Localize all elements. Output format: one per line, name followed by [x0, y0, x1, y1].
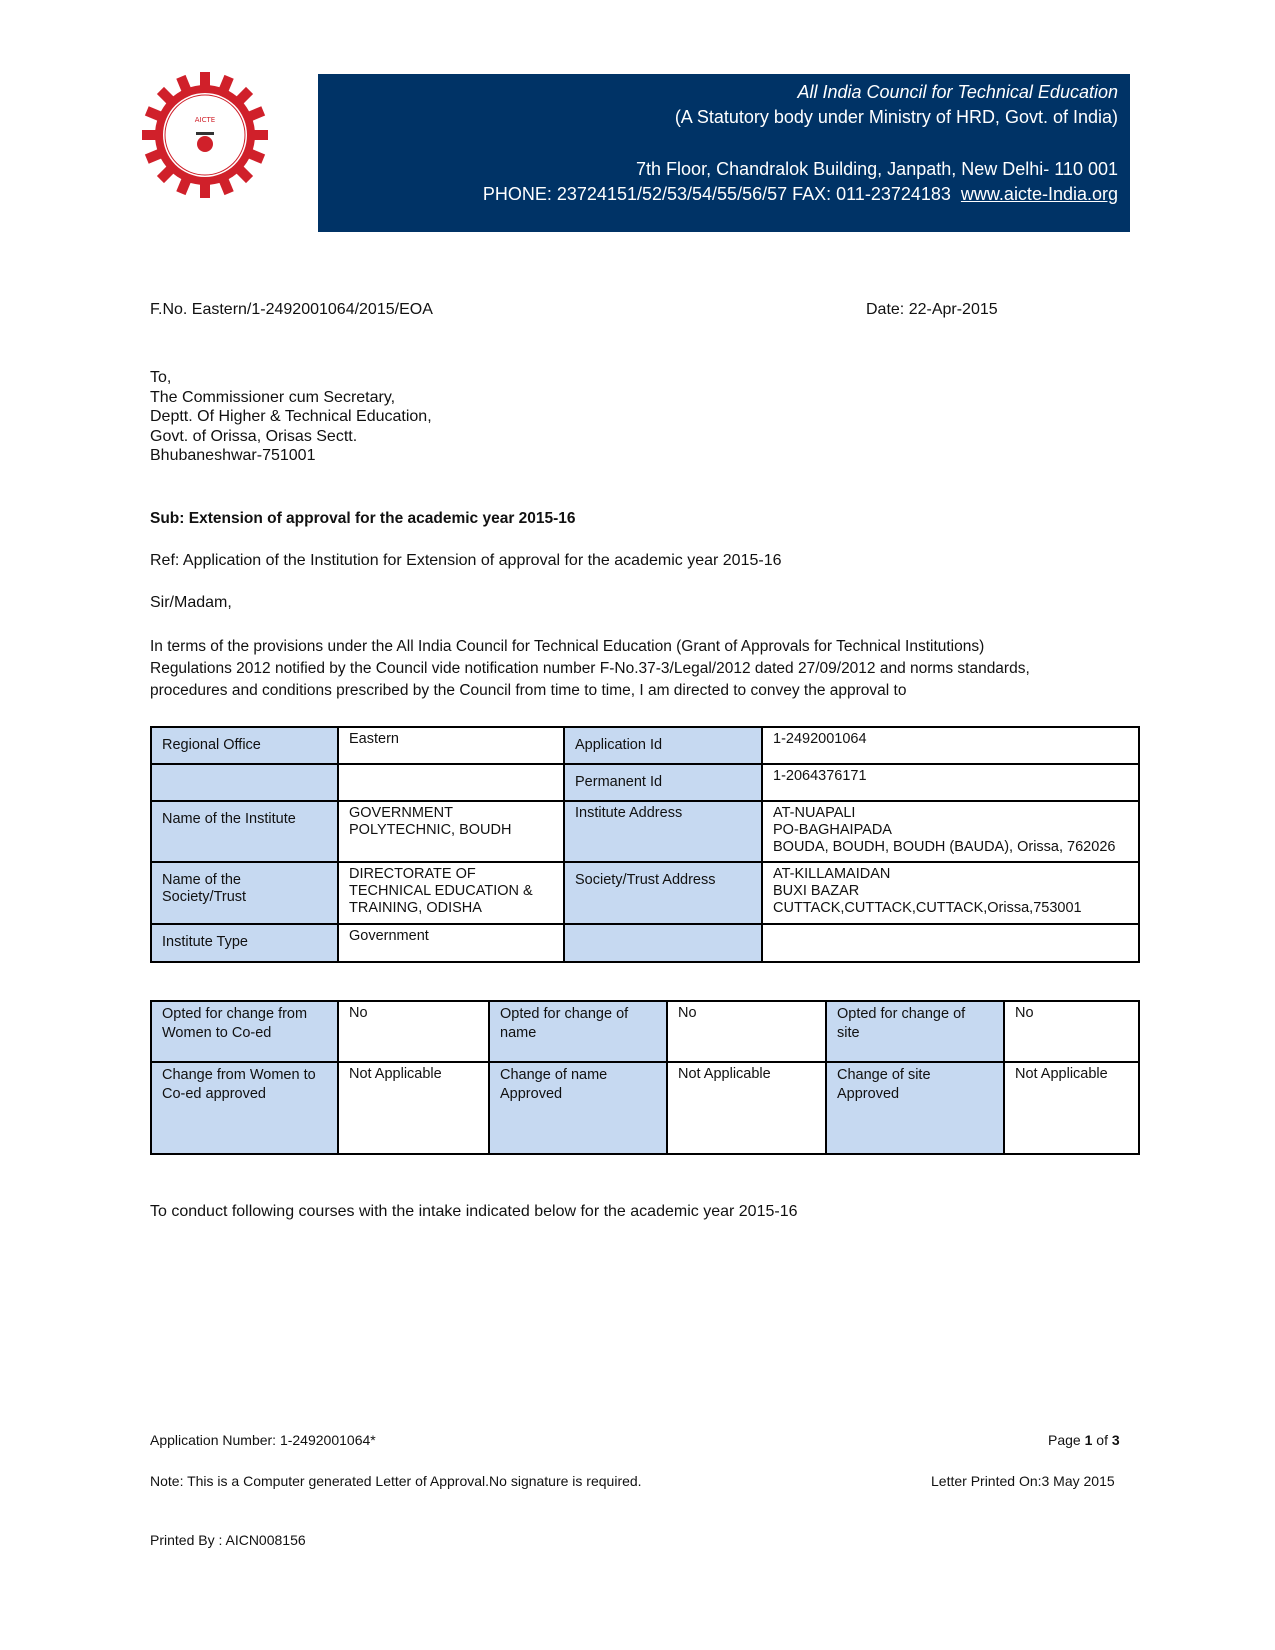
society-address-value: [762, 862, 1139, 924]
label-line: Change from Women to: [162, 1067, 316, 1083]
site-approved-label: [826, 1062, 1004, 1154]
society-name-value: [338, 862, 564, 924]
institute-address-value: [762, 801, 1139, 862]
value-line: PO-BAGHAIPADA: [773, 822, 892, 838]
page-current: 1: [1084, 1432, 1093, 1448]
label-line: Change of site: [837, 1067, 931, 1083]
label-line: Opted for change from: [162, 1006, 308, 1022]
opted-women-coed-label: [151, 1001, 338, 1062]
to-label: To,: [150, 369, 172, 386]
women-coed-approved-value: Not Applicable: [338, 1062, 489, 1154]
table-row: [151, 801, 1139, 862]
label-line: Approved: [500, 1086, 563, 1102]
page-total: 3: [1111, 1432, 1120, 1448]
label-line: Name of the: [162, 872, 241, 888]
subject-line: Sub: Extension of approval for the academic year 2015-16: [150, 510, 576, 527]
society-name-label: [151, 862, 338, 924]
table-row: [151, 862, 1139, 924]
org-contact: [483, 184, 1118, 205]
label-line: Co-ed approved: [162, 1086, 266, 1102]
site-approved-value: Not Applicable: [1004, 1062, 1139, 1154]
courses-intro: To conduct following courses with the intake indicated below for the academic year 2015-16: [150, 1203, 798, 1220]
institute-details-table: [150, 726, 1140, 963]
value-line: TRAINING, ODISHA: [349, 900, 482, 916]
header-banner: [318, 74, 1130, 232]
empty-label: [564, 924, 762, 962]
name-approved-value: Not Applicable: [667, 1062, 826, 1154]
salutation: Sir/Madam,: [150, 594, 232, 611]
regional-office-label: Regional Office: [151, 727, 338, 764]
opted-name-label: [489, 1001, 667, 1062]
institute-address-label: Institute Address: [564, 801, 762, 862]
page-indicator: [1048, 1432, 1120, 1448]
opted-women-coed-value: No: [338, 1001, 489, 1062]
org-address: 7th Floor, Chandralok Building, Janpath, New Delhi- 110 001: [636, 159, 1118, 179]
application-number: Application Number: 1-2492001064*: [150, 1432, 376, 1448]
application-id-label: Application Id: [564, 727, 762, 764]
value-line: BUXI BAZAR: [773, 883, 860, 899]
institute-type-label: Institute Type: [151, 924, 338, 962]
value-line: TECHNICAL EDUCATION &: [349, 883, 533, 899]
org-subtitle: (A Statutory body under Ministry of HRD, Govt. of India): [674, 107, 1118, 127]
label-line: Opted for change of: [500, 1006, 629, 1022]
body-line: In terms of the provisions under the All India Council for Technical Education (Grant of Approvals for Technical Institutions): [150, 638, 985, 655]
value-line: POLYTECHNIC, BOUDH: [349, 822, 512, 838]
phone-fax: PHONE: 23724151/52/53/54/55/56/57 FAX: 011-23724183: [482, 184, 951, 204]
letter-date: Date: 22-Apr-2015: [866, 301, 998, 318]
recipient-line: Bhubaneshwar-751001: [150, 447, 316, 464]
recipient-block: [150, 368, 432, 466]
value-line: DIRECTORATE OF: [349, 866, 476, 882]
recipient-line: Govt. of Orissa, Orisas Sectt.: [150, 427, 358, 445]
body-line: procedures and conditions prescribed by the Council from time to time, I am directed to convey the approval to: [150, 682, 907, 699]
institute-type-value: Government: [338, 924, 564, 962]
institute-name-value: [338, 801, 564, 862]
printed-on: Letter Printed On:3 May 2015: [931, 1473, 1115, 1489]
empty-value: [762, 924, 1139, 962]
regional-office-value: Eastern: [338, 727, 564, 764]
label-line: Approved: [837, 1086, 900, 1102]
value-line: AT-NUAPALI: [773, 805, 856, 821]
table-row: [151, 727, 1139, 764]
aicte-logo: [140, 70, 270, 200]
value-line: GOVERNMENT: [349, 805, 453, 821]
label-line: Opted for change of: [837, 1006, 966, 1022]
label-line: name: [500, 1025, 537, 1041]
change-options-table: [150, 1000, 1140, 1155]
table-row: [151, 1001, 1139, 1062]
label-line: Society/Trust: [162, 889, 247, 905]
empty-label: [151, 764, 338, 801]
printed-by: Printed By : AICN008156: [150, 1532, 306, 1548]
recipient-line: Deptt. Of Higher & Technical Education,: [150, 408, 432, 425]
label-line: site: [837, 1025, 860, 1041]
recipient-line: The Commissioner cum Secretary,: [150, 388, 396, 406]
svg-text:AICTE: AICTE: [194, 116, 216, 124]
value-line: CUTTACK,CUTTACK,CUTTACK,Orissa,753001: [773, 900, 1082, 916]
application-id-value: 1-2492001064: [762, 727, 1139, 764]
permanent-id-value: 1-2064376171: [762, 764, 1139, 801]
computer-generated-note: Note: This is a Computer generated Letter of Approval.No signature is required.: [150, 1473, 642, 1489]
label-line: Change of name: [500, 1067, 608, 1083]
body-line: Regulations 2012 notified by the Council vide notification number F-No.37-3/Legal/2012 dated 27/09/2012 and norms standards,: [150, 660, 1030, 677]
website-link[interactable]: www.aicte-India.org: [960, 184, 1118, 204]
label-line: Women to Co-ed: [162, 1025, 272, 1041]
institute-name-label: Name of the Institute: [151, 801, 338, 862]
table-row: [151, 924, 1139, 962]
reference-line: Ref: Application of the Institution for Extension of approval for the academic year 2015-16: [150, 552, 782, 569]
page-prefix: Page: [1048, 1432, 1085, 1448]
table-row: [151, 764, 1139, 801]
body-paragraph: [150, 636, 1030, 702]
society-address-label: Society/Trust Address: [564, 862, 762, 924]
name-approved-label: [489, 1062, 667, 1154]
women-coed-approved-label: [151, 1062, 338, 1154]
permanent-id-label: Permanent Id: [564, 764, 762, 801]
page-of: of: [1092, 1432, 1112, 1448]
opted-site-label: [826, 1001, 1004, 1062]
org-name: All India Council for Technical Education: [797, 82, 1118, 102]
value-line: BOUDA, BOUDH, BOUDH (BAUDA), Orissa, 762026: [773, 839, 1116, 855]
value-line: AT-KILLAMAIDAN: [773, 866, 891, 882]
table-row: [151, 1062, 1139, 1154]
empty-value: [338, 764, 564, 801]
opted-name-value: No: [667, 1001, 826, 1062]
opted-site-value: No: [1004, 1001, 1139, 1062]
file-number: F.No. Eastern/1-2492001064/2015/EOA: [150, 301, 433, 318]
